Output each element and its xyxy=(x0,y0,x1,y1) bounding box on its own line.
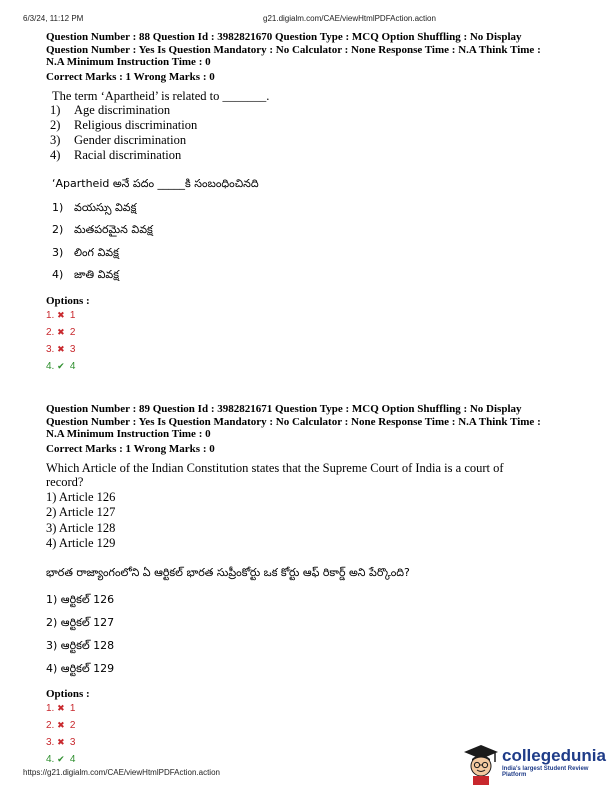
cross-icon: ✖ xyxy=(57,326,65,337)
question-stem-english: Which Article of the Indian Constitution states that the Supreme Court of India is a court of record? xyxy=(46,460,504,490)
options-heading: Options : xyxy=(46,294,90,307)
option-english: 2) Article 127 xyxy=(46,505,116,520)
option-telugu: 2) ఆర్టికల్ 127 xyxy=(46,615,115,629)
answer-choice: 1. ✖ 1 xyxy=(46,700,576,717)
question-marks: Correct Marks : 1 Wrong Marks : 0 xyxy=(46,70,215,83)
options-heading: Options : xyxy=(46,687,90,700)
option-english: 4) Racial discrimination xyxy=(50,147,182,162)
option-english: 1) Article 126 xyxy=(46,489,116,504)
option-telugu: 3) లింగ వివక్ష xyxy=(52,245,119,259)
cross-icon: ✖ xyxy=(57,736,65,747)
question-meta-line-3: N.A Minimum Instruction Time : 0 xyxy=(46,56,211,69)
question-meta-line-2: Question Number : Yes Is Question Mandatory : No Calculator : None Response Time : N.A Think Time : xyxy=(46,43,541,56)
option-english: 3) Article 128 xyxy=(46,520,116,535)
options-english xyxy=(50,103,576,163)
answer-choice: 2. ✖ 2 xyxy=(46,324,576,341)
options-english xyxy=(46,490,576,552)
collegedunia-logo xyxy=(462,742,612,788)
check-icon: ✔ xyxy=(57,753,65,764)
answer-choice: 3. ✖ 3 xyxy=(46,734,576,751)
question-meta-line-3: N.A Minimum Instruction Time : 0 xyxy=(46,428,211,441)
answer-choice: 3. ✖ 3 xyxy=(46,341,576,358)
graduate-mascot-icon xyxy=(462,742,500,786)
logo-tagline: India's largest Student Review Platform xyxy=(502,766,589,778)
cross-icon: ✖ xyxy=(57,343,65,354)
answer-choices xyxy=(46,307,576,375)
option-telugu: 1) ఆర్టికల్ 126 xyxy=(46,592,115,606)
option-telugu: 3) ఆర్టికల్ 128 xyxy=(46,638,115,652)
option-telugu: 4) జాతి వివక్ష xyxy=(52,268,119,282)
answer-choice-correct: 4. ✔ 4 xyxy=(46,358,576,375)
options-telugu xyxy=(46,588,576,680)
answer-choice: 2. ✖ 2 xyxy=(46,717,576,734)
check-icon: ✔ xyxy=(57,360,65,371)
question-stem-english: The term ‘Apartheid’ is related to _______. xyxy=(52,88,270,103)
answer-choice: 1. ✖ 1 xyxy=(46,307,576,324)
option-english: 1) Age discrimination xyxy=(50,102,171,117)
logo-name: collegedunia xyxy=(502,746,606,765)
cross-icon: ✖ xyxy=(57,719,65,730)
print-url: g21.digialm.com/CAE/viewHtmlPDFAction.action xyxy=(263,14,436,23)
print-footer-url: https://g21.digialm.com/CAE/viewHtmlPDFAction.action xyxy=(23,768,220,777)
question-89 xyxy=(46,403,576,768)
question-meta-line-1: Question Number : 88 Question Id : 3982821670 Question Type : MCQ Option Shuffling : No Display xyxy=(46,31,522,43)
question-meta-line-2: Question Number : Yes Is Question Mandatory : No Calculator : None Response Time : N.A Think Time : xyxy=(46,415,541,428)
question-88 xyxy=(46,31,576,375)
question-stem-telugu: భారత రాజ్యాంగంలోని ఏ ఆర్టికల్ భారత సుప్రీంకోర్టు ఒక కోర్టు ఆఫ్ రికార్డ్ అని పేర్కొంది? xyxy=(46,565,410,579)
print-header xyxy=(0,14,612,26)
options-telugu xyxy=(52,197,576,287)
option-telugu: 2) మతపరమైన వివక్ష xyxy=(52,223,153,237)
option-english: 3) Gender discrimination xyxy=(50,132,187,147)
print-date: 6/3/24, 11:12 PM xyxy=(23,14,84,23)
question-marks: Correct Marks : 1 Wrong Marks : 0 xyxy=(46,442,215,455)
answer-choice-correct: 4. ✔ 4 xyxy=(46,751,576,768)
option-telugu: 4) ఆర్టికల్ 129 xyxy=(46,661,115,675)
option-english: 2) Religious discrimination xyxy=(50,117,198,132)
cross-icon: ✖ xyxy=(57,309,65,320)
option-telugu: 1) వయస్సు వివక్ష xyxy=(52,200,137,214)
cross-icon: ✖ xyxy=(57,702,65,713)
question-stem-telugu: ‘Apartheid అనే పదం _____కి సంబంధించినది xyxy=(52,176,259,190)
option-english: 4) Article 129 xyxy=(46,536,116,551)
question-meta-line-1: Question Number : 89 Question Id : 3982821671 Question Type : MCQ Option Shuffling : No Display xyxy=(46,403,522,415)
